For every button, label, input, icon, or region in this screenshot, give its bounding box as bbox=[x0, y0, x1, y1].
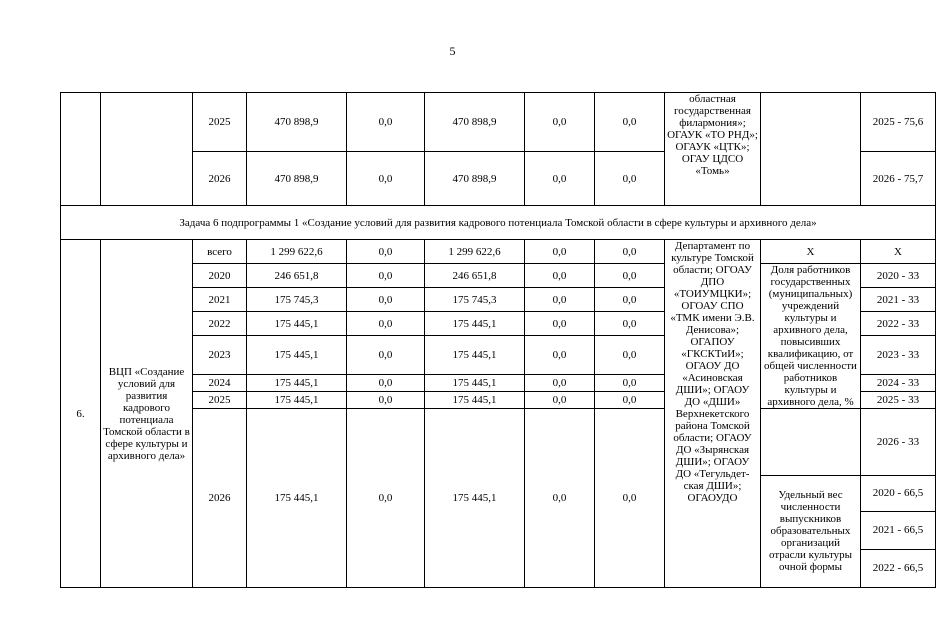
cell-regional: 470 898,9 bbox=[425, 152, 525, 206]
cell-federal: 0,0 bbox=[347, 152, 425, 206]
cell-indicator-value: 2026 - 75,7 bbox=[861, 152, 936, 206]
table-row bbox=[61, 93, 936, 152]
cell-municipal: 0,0 bbox=[525, 152, 595, 206]
cell-indicator-name-cont bbox=[761, 409, 860, 475]
cell-total: 175 445,1 bbox=[247, 336, 347, 375]
cell-municipal: 0,0 bbox=[525, 375, 595, 392]
cell-other: 0,0 bbox=[595, 336, 665, 375]
indicator-values-subtable bbox=[861, 409, 935, 587]
cell-regional: 175 445,1 bbox=[425, 312, 525, 336]
page-number: 5 bbox=[449, 44, 456, 58]
cell-total: 175 745,3 bbox=[247, 288, 347, 312]
cell-regional: 470 898,9 bbox=[425, 93, 525, 152]
cell-federal: 0,0 bbox=[347, 240, 425, 264]
cell-indicator-value: 2024 - 33 bbox=[861, 375, 936, 392]
cell-total: 175 445,1 bbox=[247, 375, 347, 392]
cell-municipal: 0,0 bbox=[525, 288, 595, 312]
cell-indicator-value: 2020 - 66,5 bbox=[861, 475, 935, 511]
cell-section-number: 6. bbox=[61, 240, 101, 588]
cell-x: Х bbox=[861, 240, 936, 264]
cell-regional: 246 651,8 bbox=[425, 264, 525, 288]
cell-indicator-values bbox=[861, 409, 936, 588]
cell-other: 0,0 bbox=[595, 264, 665, 288]
table-row bbox=[61, 264, 936, 288]
cell-other: 0,0 bbox=[595, 93, 665, 152]
cell-year: 2021 bbox=[193, 288, 247, 312]
cell-regional: 175 445,1 bbox=[425, 409, 525, 588]
cell-federal: 0,0 bbox=[347, 93, 425, 152]
cell-regional: 175 445,1 bbox=[425, 336, 525, 375]
cell-regional: 175 745,3 bbox=[425, 288, 525, 312]
cell-indicator-value: 2025 - 33 bbox=[861, 392, 936, 409]
cell-regional: 175 445,1 bbox=[425, 392, 525, 409]
cell-indicator-value: 2022 - 33 bbox=[861, 312, 936, 336]
cell-municipal: 0,0 bbox=[525, 392, 595, 409]
cell-empty bbox=[761, 93, 861, 206]
cell-municipal: 0,0 bbox=[525, 264, 595, 288]
cell-total: 470 898,9 bbox=[247, 152, 347, 206]
cell-municipal: 0,0 bbox=[525, 240, 595, 264]
cell-indicator-value: 2021 - 33 bbox=[861, 288, 936, 312]
cell-x: Х bbox=[761, 240, 861, 264]
cell-executor: областная государственная филармония»; ОГАУК «ТО РНД»; ОГАУК «ЦТК»; ОГАУ ЦДСО «Томь» bbox=[665, 93, 761, 206]
program-table bbox=[60, 92, 936, 588]
cell-municipal: 0,0 bbox=[525, 93, 595, 152]
cell-municipal: 0,0 bbox=[525, 312, 595, 336]
cell-total: 470 898,9 bbox=[247, 93, 347, 152]
cell-other: 0,0 bbox=[595, 375, 665, 392]
cell-empty bbox=[61, 93, 101, 206]
cell-municipal: 0,0 bbox=[525, 336, 595, 375]
cell-year: 2024 bbox=[193, 375, 247, 392]
cell-section-name: ВЦП «Создание условий для развития кадрового потенциала Томской области в сфере культуры и архивного дела» bbox=[101, 240, 193, 588]
cell-municipal: 0,0 bbox=[525, 409, 595, 588]
cell-federal: 0,0 bbox=[347, 336, 425, 375]
cell-indicator-value: 2026 - 33 bbox=[876, 435, 920, 448]
cell-regional: 175 445,1 bbox=[425, 375, 525, 392]
cell-year: всего bbox=[193, 240, 247, 264]
cell-empty bbox=[101, 93, 193, 206]
cell-indicator-name: Доля работников государственных (муниципальных) учреждений культуры и архивного дела, повысивших квалификацию, от общей численности работников культуры и архивного дела, % bbox=[761, 264, 861, 409]
indicator-subtable bbox=[761, 409, 860, 587]
cell-total: 175 445,1 bbox=[247, 409, 347, 588]
cell-indicator-split bbox=[761, 409, 861, 588]
cell-other: 0,0 bbox=[595, 240, 665, 264]
cell-federal: 0,0 bbox=[347, 375, 425, 392]
cell-executor: Департамент по культуре Томской области; ОГОАУ ДПО «ТОИУМЦКИ»; ОГОАУ СПО «ТМК имени Э.В. Денисова»; ОГАПОУ «ГКСКТиИ»; ОГАОУ ДО «Асиновская ДШИ»; ОГАОУ ДО «ДШИ» Верхнекетского района Томской области; ОГАОУ ДО «Зырянская ДШИ»; ОГАОУ ДО «Тегульдет-ская ДШИ»; ОГАОУДО bbox=[665, 240, 761, 588]
cell-other: 0,0 bbox=[595, 409, 665, 588]
cell-other: 0,0 bbox=[595, 152, 665, 206]
table-row bbox=[61, 240, 936, 264]
cell-indicator-value: 2023 - 33 bbox=[861, 336, 936, 375]
task-row bbox=[61, 206, 936, 240]
cell-total: 1 299 622,6 bbox=[247, 240, 347, 264]
cell-total: 175 445,1 bbox=[247, 312, 347, 336]
cell-year: 2025 bbox=[193, 392, 247, 409]
cell-year: 2023 bbox=[193, 336, 247, 375]
cell-total: 175 445,1 bbox=[247, 392, 347, 409]
task-title: Задача 6 подпрограммы 1 «Создание условий для развития кадрового потенциала Томской области в сфере культуры и архивного дела» bbox=[61, 206, 936, 240]
cell-year: 2025 bbox=[193, 93, 247, 152]
cell-indicator-value: 2021 - 66,5 bbox=[861, 511, 935, 549]
cell-regional: 1 299 622,6 bbox=[425, 240, 525, 264]
cell-federal: 0,0 bbox=[347, 264, 425, 288]
cell-year: 2026 bbox=[193, 152, 247, 206]
cell-year: 2022 bbox=[193, 312, 247, 336]
table-row bbox=[61, 409, 936, 588]
cell-federal: 0,0 bbox=[347, 392, 425, 409]
cell-indicator-name: Удельный вес численности выпускников образовательных организаций отрасли культуры очной формы bbox=[761, 475, 860, 587]
cell-other: 0,0 bbox=[595, 288, 665, 312]
cell-total: 246 651,8 bbox=[247, 264, 347, 288]
cell-indicator-value: 2020 - 33 bbox=[861, 264, 936, 288]
cell-indicator-value: 2022 - 66,5 bbox=[861, 549, 935, 587]
cell-federal: 0,0 bbox=[347, 288, 425, 312]
cell-federal: 0,0 bbox=[347, 312, 425, 336]
cell-other: 0,0 bbox=[595, 392, 665, 409]
cell-indicator-value: 2025 - 75,6 bbox=[861, 93, 936, 152]
cell-year: 2020 bbox=[193, 264, 247, 288]
cell-year: 2026 bbox=[193, 409, 247, 588]
cell-other: 0,0 bbox=[595, 312, 665, 336]
cell-federal: 0,0 bbox=[347, 409, 425, 588]
